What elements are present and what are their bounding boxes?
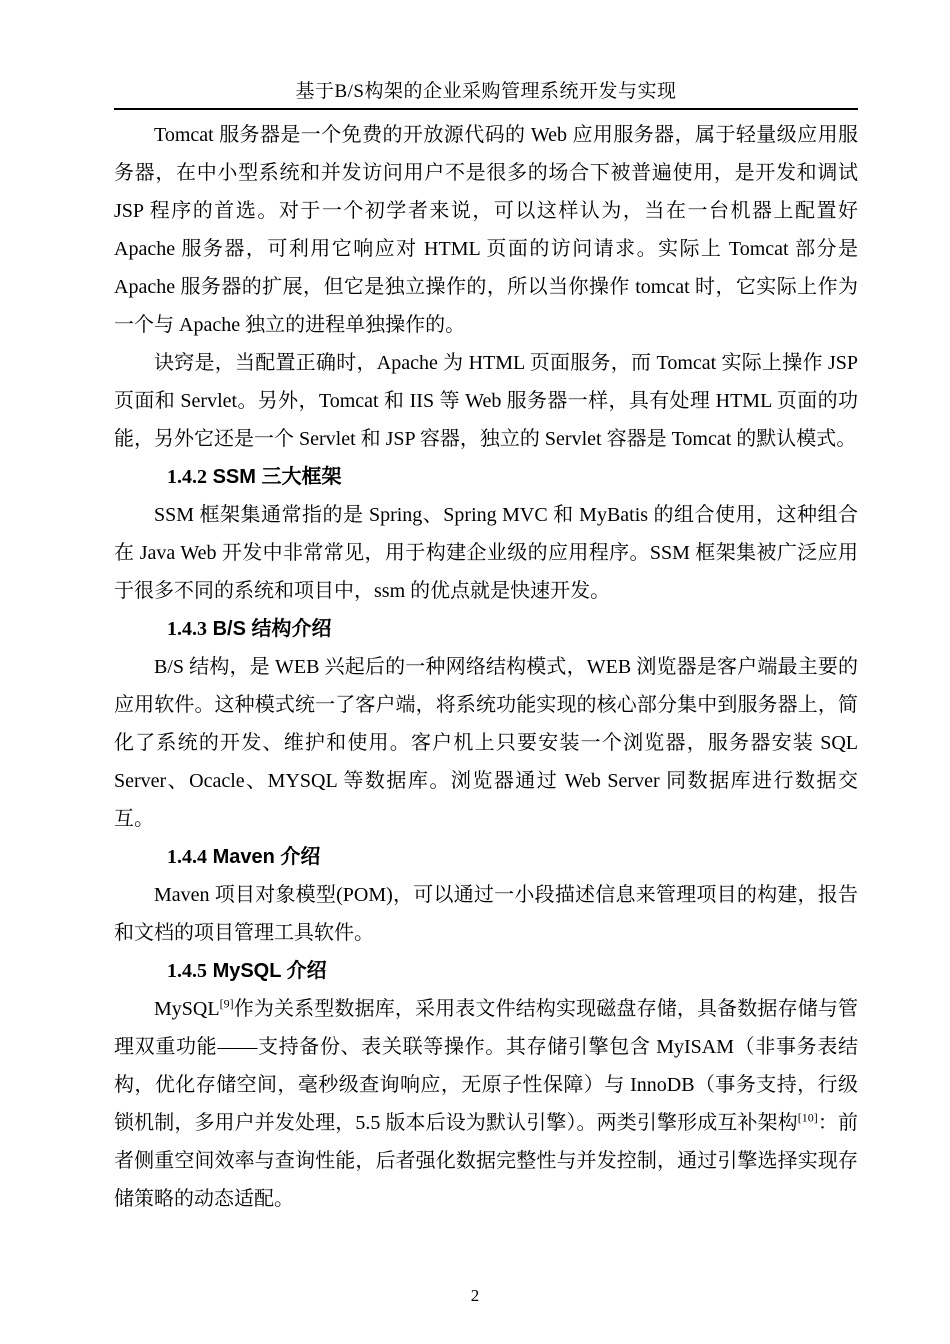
heading-text: Maven 介绍 — [212, 846, 321, 868]
heading-number: 1.4.4 — [167, 846, 207, 868]
running-header-title: 基于B/S构架的企业采购管理系统开发与实现 — [114, 80, 858, 110]
citation-ref-9: [9] — [219, 996, 234, 1011]
heading-1-4-4-maven — [114, 838, 858, 876]
paragraph-mysql-engines — [114, 990, 858, 1218]
citation-ref-10: [10] — [797, 1110, 818, 1125]
paragraph-segment: MySQL — [154, 998, 220, 1020]
paragraph-tomcat-intro: Tomcat 服务器是一个免费的开放源代码的 Web 应用服务器，属于轻量级应用服务器，在中小型系统和并发访问用户不是很多的场合下被普遍使用，是开发和调试 JSP 程序的首选。对于一个初学者来说，可以这样认为，当在一台机器上配置好 Apache 服务器，可利用它响应对 HTML 页面的访问请求。实际上 Tomcat 部分是 Apache 服务器的扩展，但它是独立操作的，所以当你操作 tomcat 时，它实际上作为一个与 Apache 独立的进程单独操作的。 — [114, 124, 858, 336]
paragraph-ssm-frameworks: SSM 框架集通常指的是 Spring、Spring MVC 和 MyBatis 的组合使用，这种组合在 Java Web 开发中非常常见，用于构建企业级的应用程序。SSM 框架集被广泛应用于很多不同的系统和项目中，ssm 的优点就是快速开发。 — [114, 504, 858, 602]
page-body — [114, 116, 858, 1218]
heading-1-4-2-ssm — [114, 458, 858, 496]
paragraph-tomcat-apache: 诀窍是，当配置正确时，Apache 为 HTML 页面服务，而 Tomcat 实际上操作 JSP 页面和 Servlet。另外，Tomcat 和 IIS 等 Web 服务器一样，具有处理 HTML 页面的功能，另外它还是一个 Servlet 和 JSP 容器，独立的 Servlet 容器是 Tomcat 的默认模式。 — [114, 352, 858, 450]
heading-text: MySQL 介绍 — [212, 960, 327, 982]
heading-text: B/S 结构介绍 — [212, 618, 332, 640]
heading-1-4-3-bs — [114, 610, 858, 648]
paragraph-bs-structure: B/S 结构，是 WEB 兴起后的一种网络结构模式，WEB 浏览器是客户端最主要的应用软件。这种模式统一了客户端，将系统功能实现的核心部分集中到服务器上，简化了系统的开发、维护和使用。客户机上只要安装一个浏览器，服务器安装 SQL Server、Ocacle、MYSQL 等数据库。浏览器通过 Web Server 同数据库进行数据交互。 — [114, 656, 858, 830]
page-number: 2 — [470, 1286, 480, 1305]
heading-number: 1.4.3 — [167, 618, 207, 640]
heading-1-4-5-mysql — [114, 952, 858, 990]
heading-number: 1.4.2 — [167, 466, 207, 488]
paragraph-segment: 作为关系型数据库，采用表文件结构实现磁盘存储，具备数据存储与管理双重功能——支持备份、表关联等操作。其存储引擎包含 MyISAM（非事务表结构，优化存储空间，毫秒级查询响应，无原子性保障）与 InnoDB（事务支持，行级锁机制，多用户并发处理，5.5 版本后设为默认引擎）。两类引擎形成互补架构 — [114, 998, 858, 1134]
paragraph-maven-pom: Maven 项目对象模型(POM)，可以通过一小段描述信息来管理项目的构建，报告和文档的项目管理工具软件。 — [114, 884, 858, 944]
paragraph-segment: ：前者侧重空间效率与查询性能，后者强化数据完整性与并发控制，通过引擎选择实现存储策略的动态适配。 — [114, 1112, 859, 1210]
heading-text: SSM 三大框架 — [212, 466, 342, 488]
heading-number: 1.4.5 — [167, 960, 207, 982]
